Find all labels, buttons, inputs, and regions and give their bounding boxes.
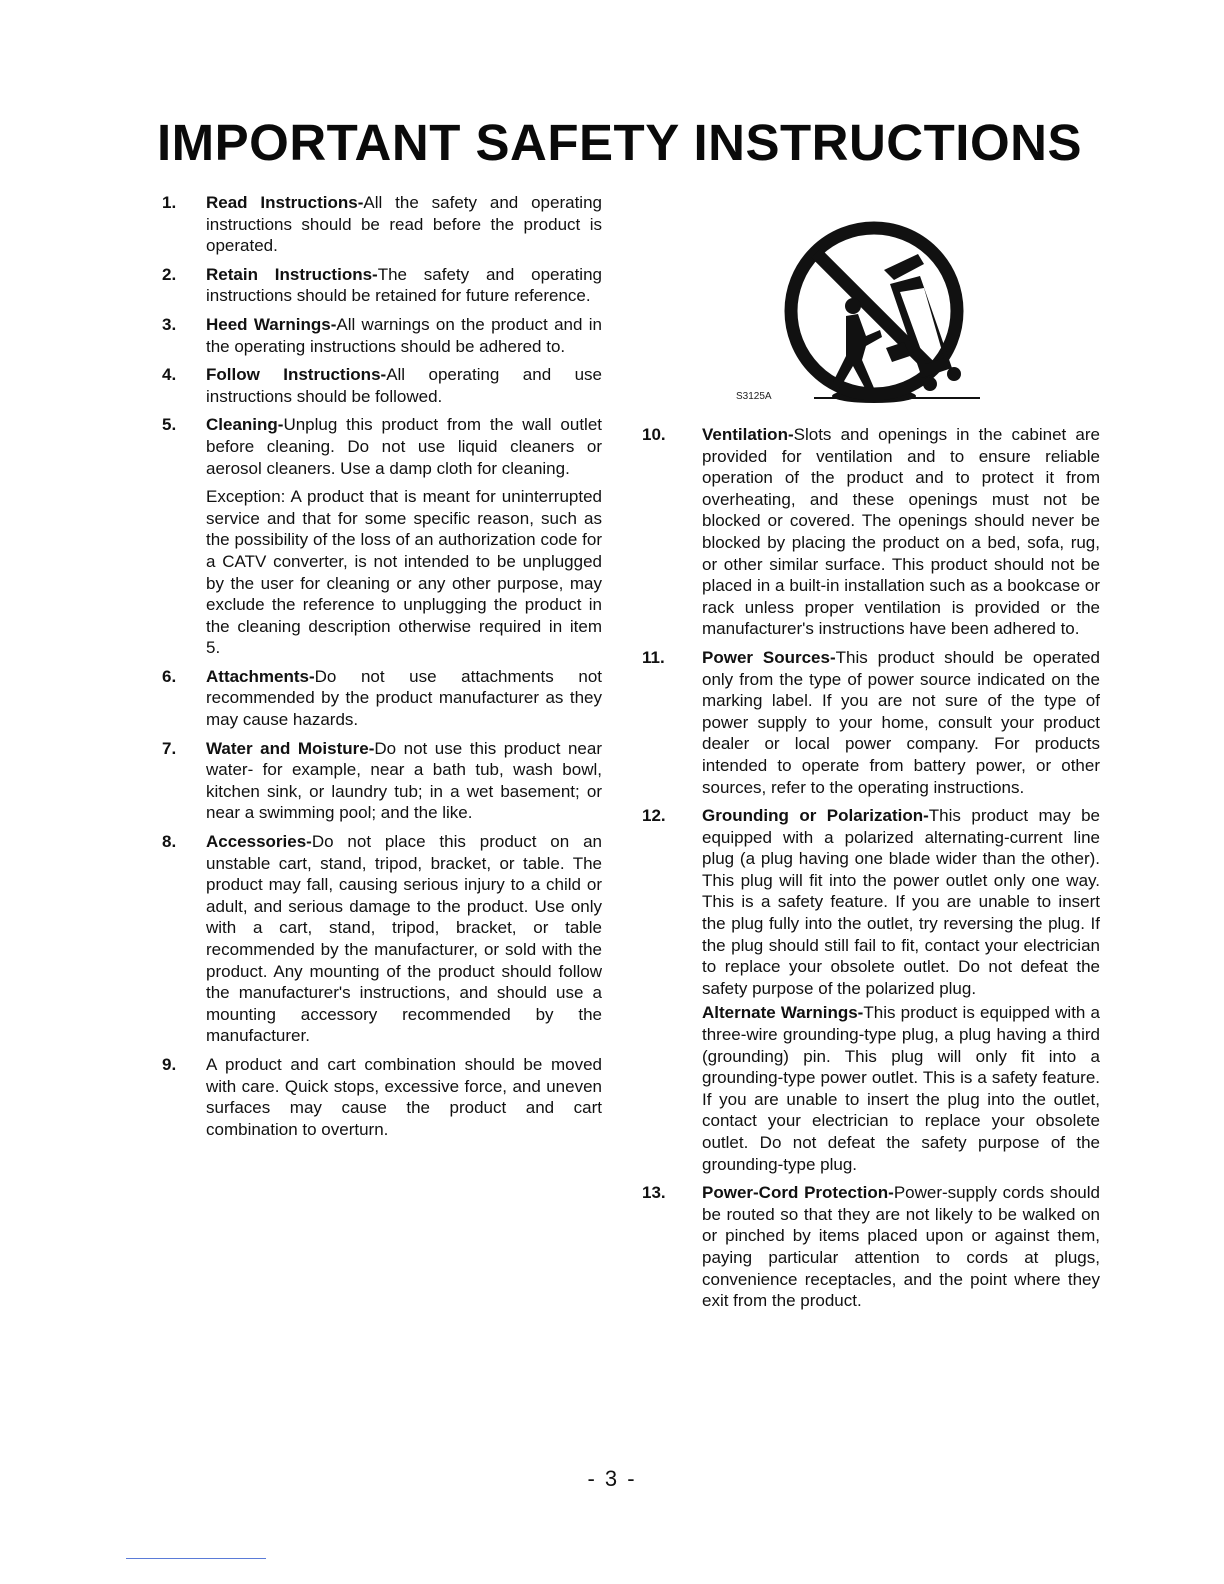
item-number: 8.: [162, 832, 177, 852]
instruction-item: [150, 831, 602, 1047]
item-text: Power-supply cords should be routed so that they are not likely to be walked on or pinched by items placed upon or against them, paying particular attention to cords at plugs, convenience receptacles, and the point where they exit from the product.: [702, 1183, 1100, 1311]
item-body: [206, 364, 602, 407]
item-heading: Cleaning-: [206, 415, 284, 435]
instruction-item: [150, 414, 602, 659]
instruction-item: [150, 264, 602, 307]
instruction-item: [640, 424, 1100, 640]
item-body: [206, 192, 602, 257]
item-number: 4.: [162, 365, 177, 385]
item-text: Slots and openings in the cabinet are provided for ventilation and to ensure reliable operation of the product and to protect it from overheating, and these openings must not be blocked or covered. The openings should never be blocked by placing the product on a bed, sofa, rug, or other similar surface. This product should not be placed in a built-in installation such as a bookcase or rack unless proper ventilation is provided or the manufacturer's instructions have been adhered to.: [702, 425, 1100, 639]
item-heading: Power Sources-: [702, 647, 836, 667]
item-number: 10.: [642, 425, 666, 444]
item-text: Do not place this product on an unstable cart, stand, tripod, bracket, or table. The product may fall, causing serious injury to a child or adult, and serious damage to the product. Use only with a cart, stand, tripod, bracket, or table recommended by the manufacturer, or sold with the product. Any mounting of the product should follow the manufacturer's instructions, and should use a mounting accessory recommended by the manufacturer.: [206, 832, 602, 1046]
item-heading: Read Instructions-: [206, 193, 364, 212]
item-number: 13.: [642, 1183, 666, 1203]
item-text: Unplug this product from the wall outlet before cleaning. Do not use liquid cleaners or aerosol cleaners. Use a damp cloth for cleaning.: [206, 415, 602, 478]
item-body: [206, 1054, 602, 1140]
instruction-item: [640, 1182, 1100, 1312]
item-heading: Grounding or Polarization-: [702, 806, 929, 826]
instruction-item: [150, 1054, 602, 1140]
item-body: [702, 1182, 1100, 1312]
page-title: IMPORTANT SAFETY INSTRUCTIONS: [157, 114, 1082, 171]
instruction-item: [150, 192, 602, 257]
alternate-warnings-heading: Alternate Warnings-: [702, 1003, 864, 1023]
cart-warning-figure: [734, 218, 1004, 414]
item-text: All operating and use instructions should be followed.: [206, 365, 602, 406]
item-number: 5.: [162, 415, 177, 435]
instruction-item: [150, 364, 602, 407]
item-number: 6.: [162, 666, 177, 686]
item-body: [206, 831, 602, 1047]
no-cart-tipping-icon: [734, 218, 1004, 414]
page-number: - 3 -: [587, 1466, 637, 1491]
item-heading: Water and Moisture-: [206, 738, 375, 758]
item-text: All the safety and operating instructions should be read before the product is operated.: [206, 193, 602, 256]
item-heading: Heed Warnings-: [206, 314, 337, 334]
item-body: [206, 738, 602, 824]
item-number: 2.: [162, 264, 177, 284]
instruction-item: [640, 805, 1100, 1175]
item-body: [206, 666, 602, 731]
instruction-item: [150, 666, 602, 731]
item-body: [702, 805, 1100, 1175]
item-number: 11.: [642, 647, 665, 667]
instruction-item: [150, 314, 602, 357]
item-heading: Follow Instructions-: [206, 365, 387, 385]
item-number: 12.: [642, 806, 666, 826]
item-text: This product should be operated only from the type of power source indicated on the marking label. If you are not sure of the type of power supply to your home, consult your product dealer or local power company. For products intended to operate from battery power, or other sources, refer to the operating instructions.: [702, 647, 1100, 797]
item-text: This product may be equipped with a polarized alternating-current line plug (a plug having one blade wider than the other). This plug will fit into the power outlet only one way. This is a safety feature. If you are unable to insert the plug fully into the outlet, try reversing the plug. If the plug should still fail to fit, contact your electrician to replace your obsolete outlet. Do not defeat the safety purpose of the polarized plug.: [702, 806, 1101, 998]
item-text: Do not use this product near water- for example, near a bath tub, wash bowl, kitchen sink, or laundry tub; in a wet basement; or near a swimming pool; and the like.: [206, 738, 602, 823]
item-body: [206, 414, 602, 659]
right-column: [640, 424, 1100, 1319]
item-body: [702, 424, 1100, 640]
item-text: Do not use attachments not recommended by the product manufacturer as they may cause hazards.: [206, 666, 602, 730]
instruction-item: [640, 647, 1100, 798]
item-number: 1.: [162, 193, 177, 212]
instruction-item: [150, 738, 602, 824]
item-body: [206, 314, 602, 357]
item-number: 3.: [162, 314, 177, 334]
item-heading: Accessories-: [206, 832, 312, 852]
footer-rule: [126, 1558, 266, 1559]
exception-note: Exception: A product that is meant for uninterrupted service and that for some specific reason, such as the possibility of the loss of an authorization code for a CATV converter, is not intended to be unplugged by the user for cleaning or any other purpose, may exclude the reference to unplugging the product in the cleaning description otherwise required in item 5.: [206, 487, 602, 658]
item-heading: Retain Instructions-: [206, 264, 378, 284]
figure-caption: S3125A: [736, 391, 772, 402]
item-heading: Ventilation-: [702, 425, 794, 444]
item-number: 7.: [162, 738, 177, 758]
item-heading: Attachments-: [206, 666, 315, 686]
left-column: [150, 192, 602, 1147]
item-body: [206, 264, 602, 307]
item-body: [702, 647, 1100, 798]
item-text: The safety and operating instructions should be retained for future reference.: [206, 264, 602, 306]
item-number: 9.: [162, 1054, 177, 1074]
item-text: All warnings on the product and in the operating instructions should be adhered to.: [206, 314, 602, 356]
item-heading: Power-Cord Protection-: [702, 1183, 894, 1203]
item-text: A product and cart combination should be moved with care. Quick stops, excessive force, and uneven surfaces may cause the product and cart combination to overturn.: [206, 1054, 602, 1139]
alternate-warnings-text: This product is equipped with a three-wire grounding-type plug, a plug having a third (grounding) pin. This plug will only fit into a grounding-type power outlet. This is a safety feature. If you are unable to insert the plug into the outlet, contact your electrician to replace your obsolete outlet. Do not defeat the safety purpose of the grounding-type plug.: [702, 1003, 1101, 1174]
